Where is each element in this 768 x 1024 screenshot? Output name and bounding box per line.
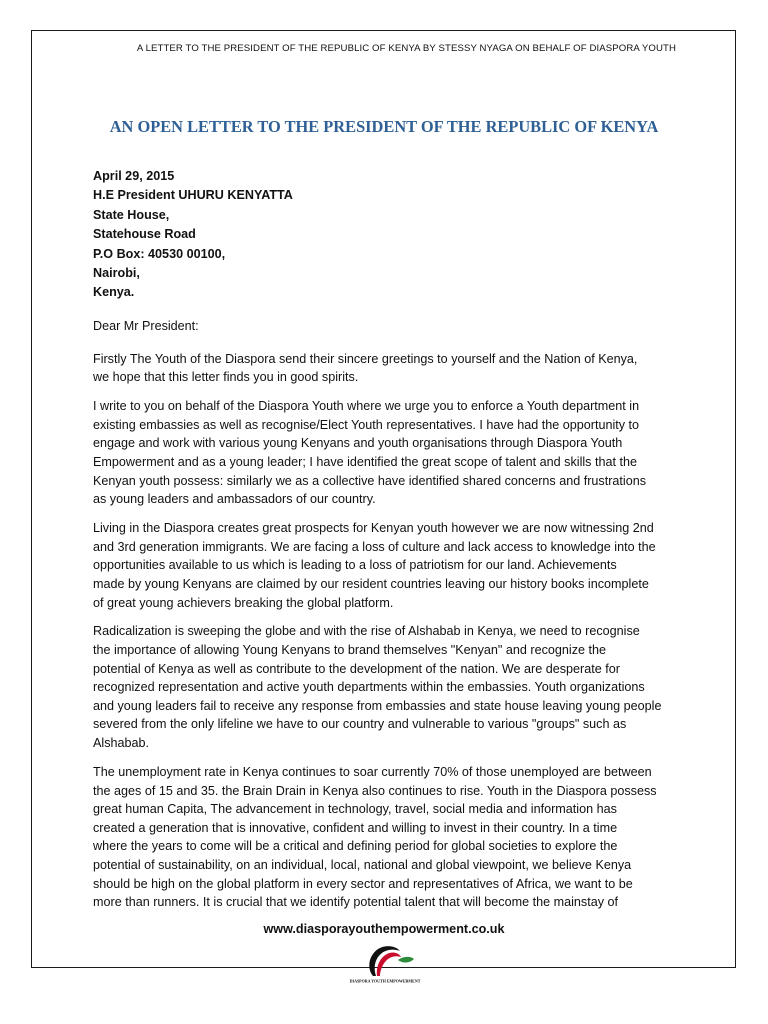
logo-caption: DIASPORA YOUTH EMPOWERMENT [349, 978, 421, 984]
running-header: A LETTER TO THE PRESIDENT OF THE REPUBLIC OF KENYA BY STESSY NYAGA ON BEHALF OF DIASPORA YOUTH [136, 43, 676, 54]
paragraph-line: as young leaders and ambassadors of our country. [93, 492, 376, 507]
paragraph-line: opportunities available to us which is leading to a loss of patriotism for our land. Achievements [93, 558, 617, 573]
paragraph-line: Empowerment and as a young leader; I have identified the great scope of talent and skills that the [93, 454, 637, 469]
address-line: Kenya. [93, 285, 135, 300]
logo-red-swoosh [377, 953, 401, 976]
paragraph-line: The unemployment rate in Kenya continues to soar currently 70% of those unemployed are between [93, 765, 652, 780]
paragraph-youth-department [93, 397, 693, 509]
address-line: P.O Box: 40530 00100, [93, 246, 226, 261]
address-line: H.E President UHURU KENYATTA [93, 188, 293, 203]
paragraph-line: recognized representation and active youth departments within the embassies. Youth organizations [93, 680, 645, 695]
paragraph-line: Kenyan youth possess: similarly we as a collective have identified shared concerns and frustrations [93, 473, 647, 488]
paragraph-line: and young leaders fail to receive any response from embassies and state house leaving young people [93, 698, 662, 713]
letter-title: AN OPEN LETTER TO THE PRESIDENT OF THE REPUBLIC OF KENYA [109, 117, 659, 136]
paragraph-line: existing embassies as well as recognise/Elect Youth representatives. I have had the opportunity to [93, 417, 640, 432]
paragraph-diaspora [93, 519, 693, 612]
paragraph-line: Firstly The Youth of the Diaspora send their sincere greetings to yourself and the Nation of Kenya, [93, 351, 638, 366]
paragraph-line: Living in the Diaspora creates great prospects for Kenyan youth however we are now witnessing 2nd [93, 521, 654, 536]
paragraph-line: the importance of allowing Young Kenyans to brand themselves "Kenyan" and recognize the [93, 643, 607, 658]
paragraph-line: should be high on the global platform in every sector and representatives of Africa, we want to be [93, 876, 633, 891]
paragraph-line: we hope that this letter finds you in good spirits. [93, 370, 359, 385]
paragraph-line: made by young Kenyans are claimed by our resident countries leaving our history books incomplete [93, 576, 649, 591]
paragraph-line: and 3rd generation immigrants. We are facing a loss of culture and lack access to knowledge into the [93, 539, 656, 554]
address-block [93, 167, 293, 303]
paragraph-line: Alshabab. [93, 736, 150, 751]
logo-mark-icon [340, 938, 430, 986]
paragraph-line: Radicalization is sweeping the globe and with the rise of Alshabab in Kenya, we need to recognise [93, 624, 640, 639]
address-line: State House, [93, 207, 170, 222]
paragraph-line: of great young achievers breaking the global platform. [93, 595, 394, 610]
paragraph-line: more than runners. It is crucial that we identify potential talent that will become the mainstay of [93, 895, 619, 910]
paragraph-line: potential of Kenya as well as contribute to the development of the nation. We are desperate for [93, 661, 620, 676]
paragraph-line: the ages of 15 and 35. the Brain Drain in Kenya also continues to rise. Youth in the Diaspora possess [93, 783, 657, 798]
letter-date: April 29, 2015 [93, 169, 175, 183]
paragraph-radicalization [93, 622, 693, 752]
salutation: Dear Mr President: [93, 319, 199, 333]
letter-body [93, 317, 693, 922]
paragraph-unemployment [93, 763, 693, 912]
paragraph-line: great human Capita, The advancement in technology, travel, social media and information has [93, 802, 617, 817]
paragraph-line: where the years to come will be a critical and defining period for global societies to explore the [93, 839, 618, 854]
organization-logo [340, 938, 430, 986]
address-line: Statehouse Road [93, 227, 196, 242]
paragraph-line: severed from the only lifeline we have to our country and vulnerable to various "groups" such as [93, 717, 627, 732]
paragraph-line: I write to you on behalf of the Diaspora Youth where we urge you to enforce a Youth department in [93, 399, 640, 414]
website-link[interactable]: www.diasporayouthempowerment.co.uk [263, 922, 505, 936]
paragraph-line: potential of sustainability, on an individual, local, national and global viewpoint, we believe Kenya [93, 858, 632, 872]
address-line: Nairobi, [93, 266, 140, 281]
paragraph-line: created a generation that is innovative, confident and willing to invest in their country. In a time [93, 820, 618, 835]
logo-green-leaf [398, 957, 414, 963]
paragraph-greetings [93, 350, 693, 387]
paragraph-line: engage and work with various young Kenyans and youth organisations through Diaspora Youth [93, 436, 623, 451]
